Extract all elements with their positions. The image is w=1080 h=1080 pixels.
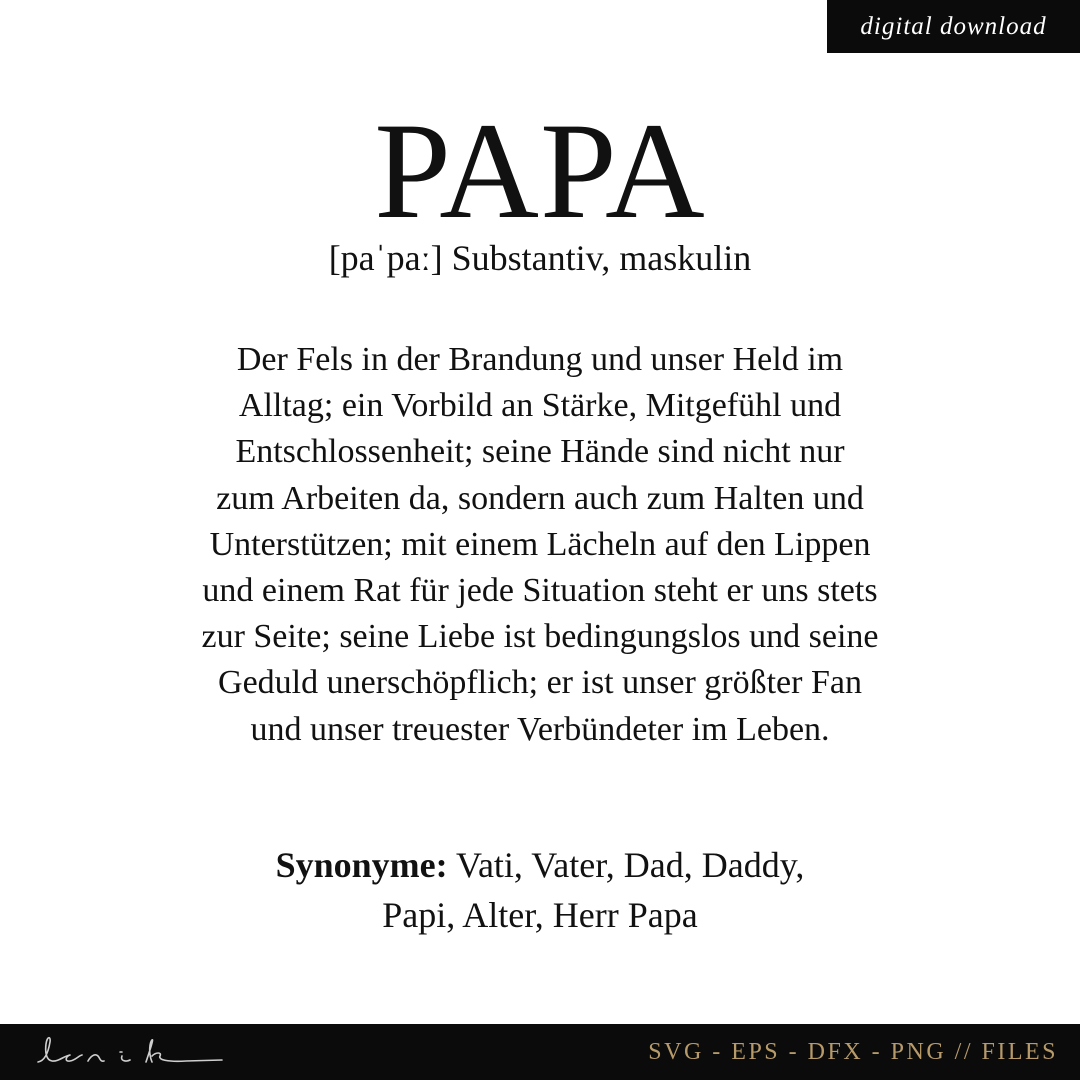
definition-line: Alltag; ein Vorbild an Stärke, Mitgefühl und — [238, 387, 842, 425]
definition-line: Geduld unerschöpflich; er ist unser größter Fan — [218, 664, 862, 702]
synonyms-list-part-1: Vati, Vater, Dad, Daddy, — [447, 845, 805, 885]
definition-line: Unterstützen; mit einem Lächeln auf den Lippen — [209, 525, 871, 563]
definition-line: zur Seite; seine Liebe ist bedingungslos und seine — [201, 618, 879, 656]
pronunciation-line: [paˈpaː] Substantiv, maskulin — [328, 238, 752, 278]
definition-text — [90, 337, 990, 753]
badge-label: digital download — [860, 12, 1047, 40]
lenik-signature-logo — [36, 1034, 226, 1070]
definition-line: und unser treuester Verbündeter im Leben. — [250, 710, 830, 748]
definition-line: und einem Rat für jede Situation steht er uns stets — [202, 572, 878, 610]
synonyms-list-part-2: Papi, Alter, Herr Papa — [382, 895, 698, 935]
headword-title: PAPA — [374, 94, 706, 247]
synonyms-block — [90, 840, 990, 940]
footer-bar — [0, 1024, 1080, 1080]
synonyms-label: Synonyme: — [275, 845, 448, 885]
file-formats-text: SVG - EPS - DFX - PNG // FILES — [648, 1038, 1058, 1065]
definition-line: Entschlossenheit; seine Hände sind nicht nur — [235, 433, 845, 471]
definition-line: zum Arbeiten da, sondern auch zum Halten und — [216, 479, 864, 517]
synonyms-line-1 — [90, 840, 990, 890]
definition-line: Der Fels in der Brandung und unser Held im — [236, 341, 844, 378]
digital-download-badge — [827, 0, 1080, 53]
